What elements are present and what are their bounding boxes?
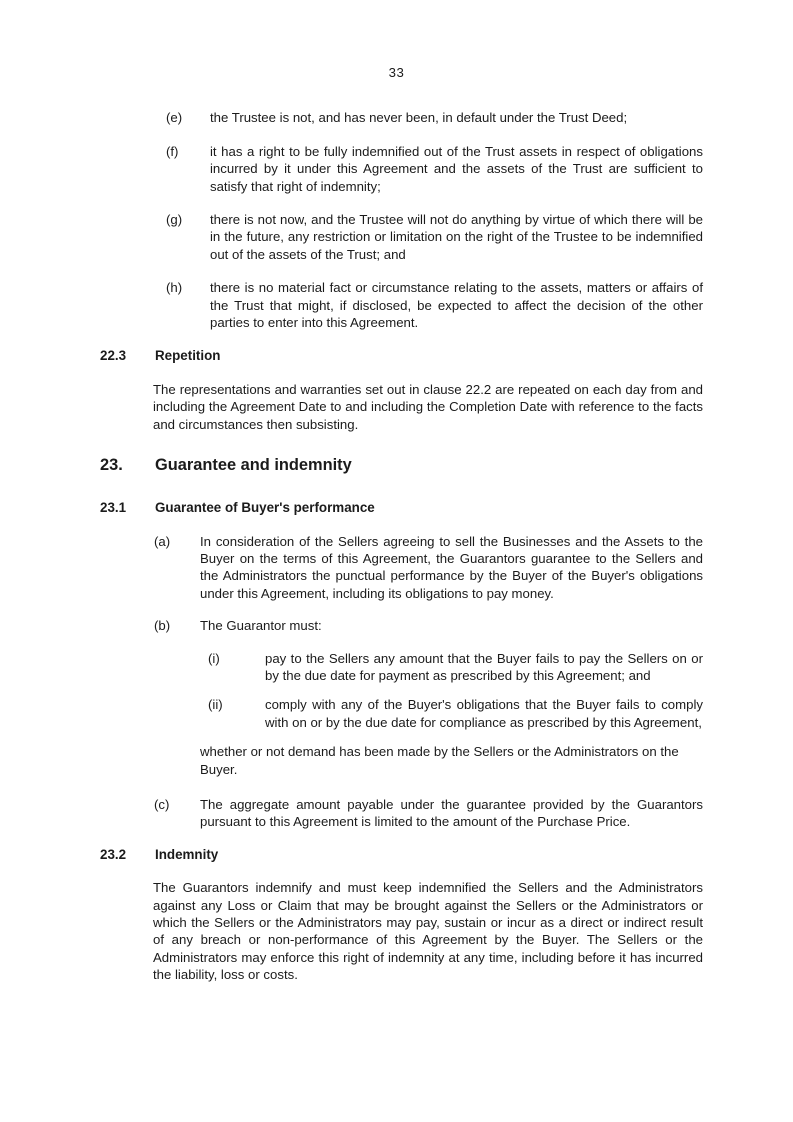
clause-text: The aggregate amount payable under the guarantee provided by the Guarantors pursuant to this Agreement is limited to the amount of the Purchase Price. [200, 796, 703, 830]
clause-item-h [166, 279, 793, 331]
clause-text: In consideration of the Sellers agreeing to sell the Businesses and the Assets to the Buyer on the terms of this Agreement, the Guarantors guarantee to the Sellers and the Administrators the punctual performance by the Buyer of the Buyer's obligations under this Agreement, including its obligations to pay money. [200, 533, 703, 601]
clause-text: there is no material fact or circumstance relating to the assets, matters or affairs of the Trust that might, if disclosed, be expected to affect the decision of the other parties to enter into this Agreement. [210, 280, 703, 331]
subclause-item-i [208, 650, 793, 685]
section-heading: Repetition [155, 348, 221, 364]
clause-text: it has a right to be fully indemnified out of the Trust assets in respect of obligations incurred by it under this Agreement and the assets of the Trust are sufficient to satisfy that right of indemnity; [210, 143, 703, 194]
clause-label: (c) [154, 796, 170, 812]
clause-item-e [166, 109, 793, 126]
section-heading: Guarantee of Buyer's performance [155, 500, 375, 516]
subclause-item-ii [208, 696, 793, 731]
clause-item-a [154, 533, 793, 603]
section-number: 22.3 [100, 348, 127, 364]
clause-item-c [154, 796, 793, 831]
section-row-23 [100, 455, 793, 475]
section-heading: Indemnity [155, 846, 219, 862]
section-row-23-2 [100, 846, 793, 863]
page-content [0, 109, 793, 983]
section-row-22-3 [100, 347, 793, 364]
clause-text: the Trustee is not, and has never been, in default under the Trust Deed; [210, 110, 628, 126]
subclause-label: (i) [208, 650, 220, 666]
paragraph-repetition: The representations and warranties set out in clause 22.2 are repeated on each day from and including the Agreement Date to and including the Completion Date with reference to the facts and circumstances then subsisting. [153, 381, 703, 432]
subclause-text: comply with any of the Buyer's obligations that the Buyer fails to comply with on or by the due date for compliance as prescribed by this Agreement, [265, 697, 703, 730]
section-row-23-1 [100, 499, 793, 516]
paragraph-indemnity: The Guarantors indemnify and must keep indemnified the Sellers and the Administrators against any Loss or Claim that may be brought against the Sellers or the Administrators or which the Sellers or the Administrators may pay, sustain or incur as a direct or indirect result of any breach or non-performance of this Agreement by the Buyer. The Sellers or the Administrators may enforce this right of indemnity at any time, including before it has incurred the liability, loss or costs. [153, 880, 703, 983]
section-number: 23.2 [100, 846, 127, 862]
paragraph-guarantee-tail: whether or not demand has been made by the Sellers or the Administrators on the Buyer. [200, 744, 679, 777]
clause-label: (h) [166, 280, 183, 296]
clause-item-b [154, 617, 793, 634]
section-number: 23. [100, 456, 123, 475]
section-number: 23.1 [100, 500, 127, 516]
subclause-text: pay to the Sellers any amount that the Buyer fails to pay the Sellers on or by the due date for payment as prescribed by this Agreement; and [265, 650, 703, 683]
clause-label: (e) [166, 110, 183, 126]
clause-label: (b) [154, 618, 171, 634]
clause-text: The Guarantor must: [200, 618, 322, 634]
clause-item-f [166, 143, 793, 195]
clause-text: there is not now, and the Trustee will not do anything by virtue of which there will be in the future, any restriction or limitation on the right of the Trustee to be indemnified out of the assets of the Trust; and [210, 212, 703, 262]
page-number: 33 [388, 65, 405, 80]
subclause-label: (ii) [208, 697, 223, 713]
clause-label: (a) [154, 533, 171, 549]
clause-label: (f) [166, 143, 179, 159]
clause-label: (g) [166, 212, 183, 228]
section-heading: Guarantee and indemnity [155, 456, 352, 475]
clause-item-g [166, 211, 793, 263]
